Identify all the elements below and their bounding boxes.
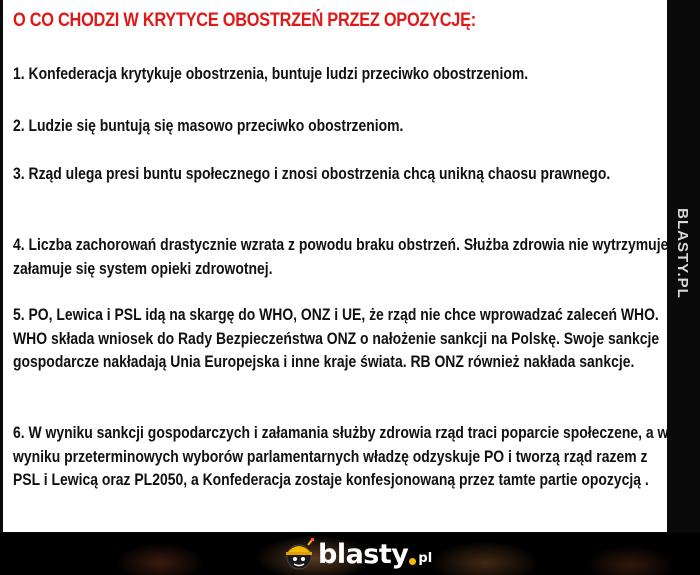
list-item-2: 2. Ludzie się buntują się masowo przeciwko obostrzeniom. — [13, 116, 404, 135]
meme-title: O CO CHODZI W KRYTYCE OBOSTRZEŃ PRZEZ OPOZYCJĘ: — [13, 10, 476, 31]
list-item-4: 4. Liczba zachorowań drastycznie wzrata z powodu braku obstrzeń. Służba zdrowia nie wytrzymuje i załamuje się system opieki zdrowotnej. — [13, 235, 677, 278]
watermark — [670, 207, 694, 299]
list-item-6: 6. W wyniku sankcji gospodarczych i załamania służby zdrowia rząd traci poparcie społeczene, a w wyniku przeterminowych wyborów parlamentarnych władzę odzyskuje PO i tworzą rząd razem z PSL i Lewicą oraz PL2050, a Konfederacja zostaje konfesjonowaną przez tamte partie opozycją . — [13, 423, 669, 489]
list-item-1: 1. Konfederacja krytykuje obostrzenia, buntuje ludzi przeciwko obostrzeniom. — [13, 64, 529, 83]
footer-smoke — [585, 545, 675, 575]
list-item-5: 5. PO, Lewica i PSL idą na skargę do WHO, ONZ i UE, że rząd nie chce wprowadzać zaleceń WHO. WHO składa wniosek do Rady Bezpieczeństwa ONZ o nałożenie sankcji na Polskę. Swoje sankcje gospodarcze nakładają Unia Europejska i inne kraje świata. RB ONZ również nakłada sankcje. — [13, 305, 660, 371]
logo-tld: pl — [418, 550, 433, 566]
meme-card — [3, 0, 677, 532]
logo-dot — [409, 558, 416, 565]
footer-banner — [0, 533, 700, 575]
footer-smoke — [115, 543, 205, 575]
blasty-logo[interactable] — [282, 537, 432, 571]
bomb-mascot-icon — [282, 537, 316, 571]
footer-smoke — [430, 541, 540, 575]
list-item-3: 3. Rząd ulega presi buntu społecznego i znosi obostrzenia chcą unikną chaosu prawnego. — [13, 164, 611, 183]
logo-wordmark: blasty — [318, 538, 409, 570]
watermark-text: BLASTY.PL — [673, 207, 691, 299]
